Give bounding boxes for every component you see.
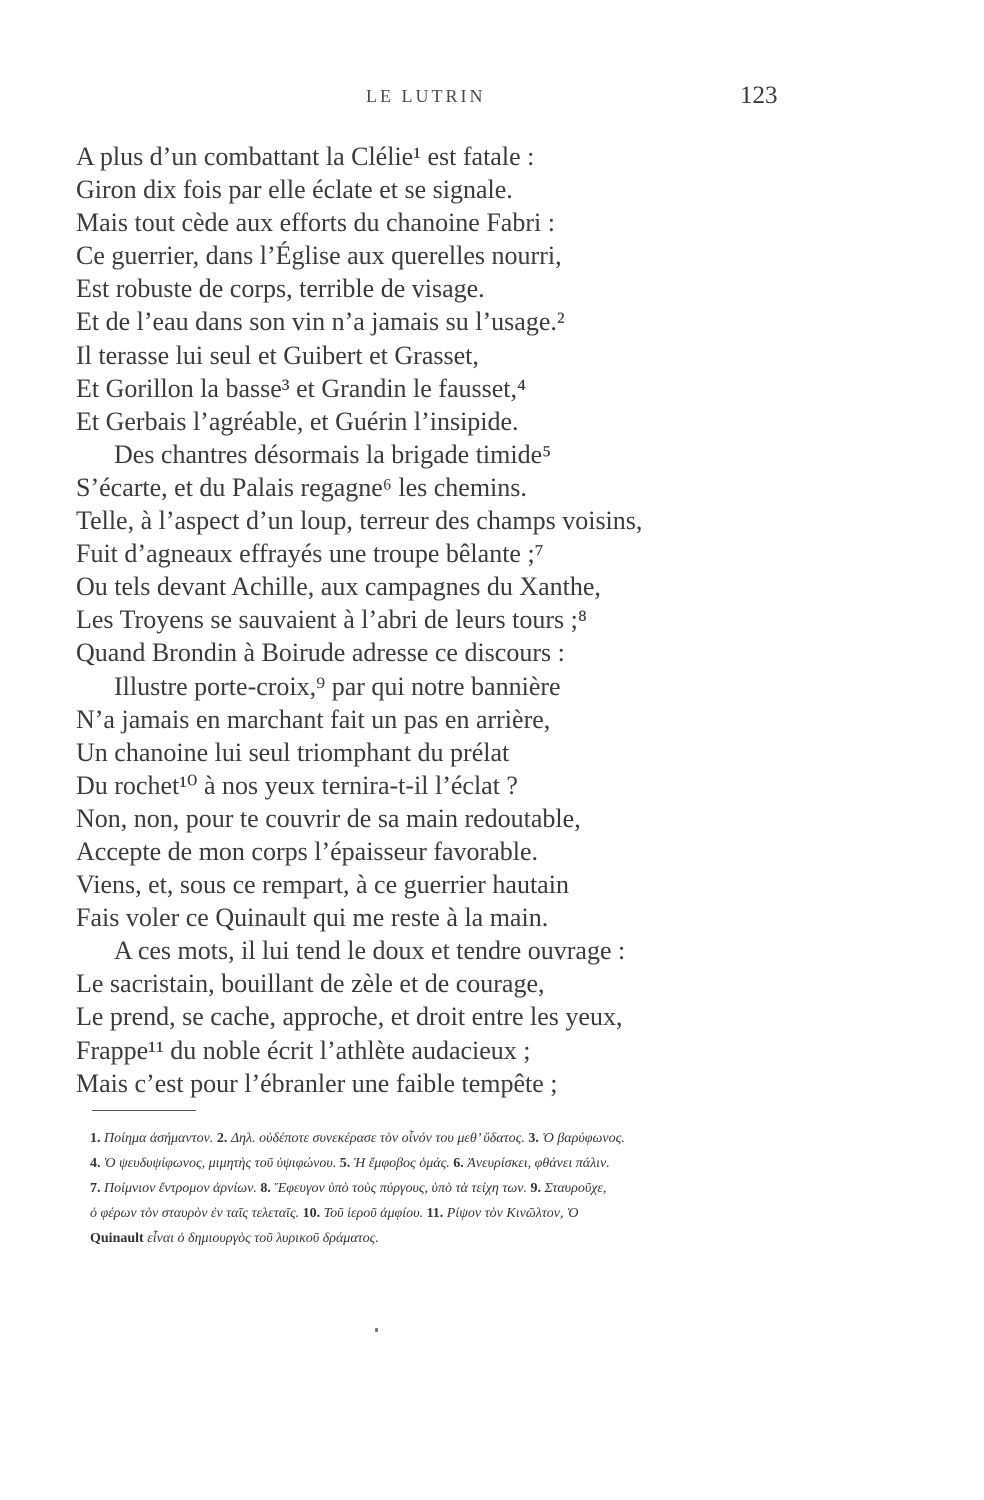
verse-line: Il terasse lui seul et Guibert et Grasset,	[76, 340, 479, 370]
verse-line: Mais c’est pour l’ébranler une faible tempête ;	[76, 1068, 558, 1098]
footnote-line	[90, 1176, 830, 1201]
footnote-text: Σταυροῦχε,	[544, 1181, 607, 1196]
verse-line: Un chanoine lui seul triomphant du prélat	[76, 737, 510, 767]
verse-line: Les Troyens se sauvaient à l’abri de leurs tours ;⁸	[76, 605, 587, 635]
verse-line: Mais tout cède aux efforts du chanoine Fabri :	[76, 208, 555, 238]
verse-line: Fuit d’agneaux effrayés une troupe bêlante ;⁷	[76, 539, 544, 569]
footnote-text: Ποίημα ἀσήμαντον.	[104, 1131, 214, 1146]
verse-line: Fais voler ce Quinault qui me reste à la main.	[76, 903, 549, 933]
footnote-number: 6.	[453, 1156, 468, 1171]
footnote-text: Ἀνευρίσκει, φθάνει πάλιν.	[467, 1156, 610, 1171]
footnote-number: 7.	[90, 1181, 104, 1196]
verse-line: Non, non, pour te couvrir de sa main redoutable,	[76, 803, 581, 833]
footnote-number: 11.	[426, 1206, 447, 1221]
footnote-text: Ὁ	[567, 1206, 579, 1221]
verse-line: S’écarte, et du Palais regagne⁶ les chemins.	[76, 472, 527, 502]
footnote-text: Δηλ. οὐδέποτε συνεκέρασε τὸν οἶνόν του μεθ’ ὕδατος.	[230, 1131, 525, 1146]
footnote-divider	[92, 1110, 196, 1111]
footnote-text: Ὁ βαρύφωνος.	[542, 1131, 625, 1146]
footnote-text: ὁ φέρων τὸν σταυρὸν ἐν ταῖς τελεταῖς.	[90, 1206, 300, 1221]
footnote-number: 3.	[528, 1131, 543, 1146]
footnote-number: 5.	[339, 1156, 354, 1171]
verse-line: Du rochet¹⁰ à nos yeux ternira-t-il l’éclat ?	[76, 770, 518, 800]
verse-line: Le sacristain, bouillant de zèle et de courage,	[76, 969, 545, 999]
verse-line: Ce guerrier, dans l’Église aux querelles nourri,	[76, 241, 562, 271]
running-title: LE LUTRIN	[366, 86, 486, 106]
verse-line: Illustre porte-croix,⁹ par qui notre bannière	[114, 671, 561, 701]
verse-line: Telle, à l’aspect d’un loup, terreur des champs voisins,	[76, 506, 643, 536]
footnote-line	[90, 1201, 830, 1226]
verse-line: Des chantres désormais la brigade timide⁵	[114, 439, 552, 469]
footnote-text: Ποίμνιον ἔντρομον ἀρνίων.	[104, 1181, 257, 1196]
footnote-line	[90, 1126, 830, 1151]
verse-line: N’a jamais en marchant fait un pas en arrière,	[76, 704, 551, 734]
page-number: 123	[740, 82, 778, 109]
print-speck	[375, 1328, 378, 1332]
verse-line: A plus d’un combattant la Clélie¹ est fatale :	[76, 142, 535, 171]
running-head	[0, 82, 984, 116]
footnote-text: Ἡ ἔμφοβος ὁμάς.	[353, 1156, 450, 1171]
footnote-number: 4.	[90, 1156, 104, 1171]
verse-line: Le prend, se cache, approche, et droit entre les yeux,	[76, 1002, 623, 1032]
footnotes	[90, 1126, 830, 1251]
verse-line: Et Gerbais l’agréable, et Guérin l’insipide.	[76, 406, 519, 436]
footnote-text: Ἔφευγον ὑπὸ τοὺς πύργους, ὑπὸ τὰ τείχη των.	[274, 1181, 527, 1196]
footnote-line	[90, 1151, 830, 1176]
verse-line: Quand Brondin à Boirude adresse ce discours :	[76, 638, 565, 668]
footnote-line	[90, 1226, 830, 1251]
footnote-text: Quinault	[90, 1231, 144, 1246]
verse-line: Viens, et, sous ce rempart, à ce guerrier hautain	[76, 870, 569, 900]
footnote-number: 1.	[90, 1131, 104, 1146]
footnote-number: 8.	[260, 1181, 275, 1196]
verse-line: Accepte de mon corps l’épaisseur favorable.	[76, 836, 539, 866]
verse-line: Frappe¹¹ du noble écrit l’athlète audacieux ;	[76, 1035, 531, 1065]
verse-line: A ces mots, il lui tend le doux et tendre ouvrage :	[114, 936, 626, 966]
footnote-text: Τοῦ ἱεροῦ ἀμφίου.	[323, 1206, 424, 1221]
verse-line: Et de l’eau dans son vin n’a jamais su l’usage.²	[76, 307, 565, 337]
footnote-text: εἶναι ὁ δημιουργὸς τοῦ λυρικοῦ δράματος.	[147, 1231, 379, 1246]
footnote-text: Ρίψον τὸν Κινῶλτον,	[446, 1206, 564, 1221]
verse-line: Ou tels devant Achille, aux campagnes du Xanthe,	[76, 572, 601, 602]
footnote-text: Ὁ ψευδυψίφωνος, μιμητὴς τοῦ ὑψιφώνου.	[104, 1156, 337, 1171]
footnote-number: 10.	[302, 1206, 324, 1221]
verse-block	[76, 140, 796, 1100]
verse-line: Est robuste de corps, terrible de visage.	[76, 274, 485, 304]
verse-line: Et Gorillon la basse³ et Grandin le fausset,⁴	[76, 373, 527, 403]
footnote-number: 2.	[216, 1131, 231, 1146]
verse-line: Giron dix fois par elle éclate et se signale.	[76, 175, 513, 205]
footnote-number: 9.	[530, 1181, 545, 1196]
